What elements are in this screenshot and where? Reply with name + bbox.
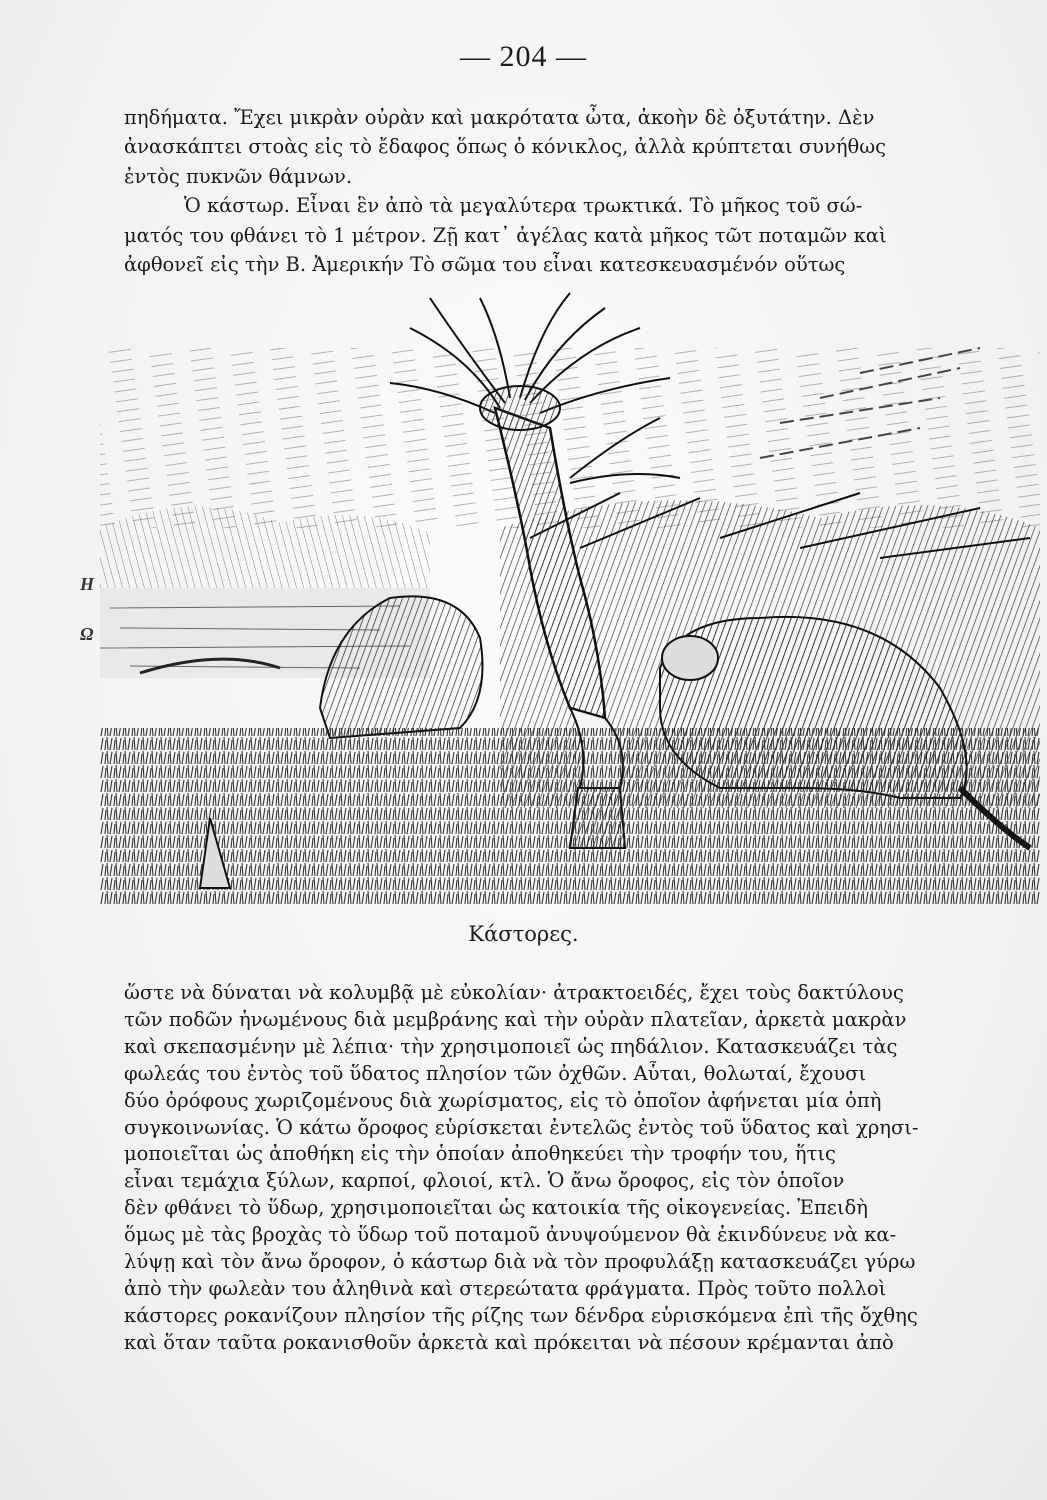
text-line: μοποιεῖται ὡς ἀποθήκη εἰς τὴν ὁποίαν ἀποθηκεύει τὴν τροφήν του, ἥτις <box>124 1142 836 1166</box>
margin-mark-omega: Ω <box>80 624 94 644</box>
top-paragraphs <box>124 103 1036 279</box>
text-line: δὲν φθάνει τὸ ὕδωρ, χρησιμοποιεῖται ὡς κατοικία τῆς οἰκογενείας. Ἐπειδὴ <box>124 1196 868 1220</box>
beavers-illustration <box>100 288 1040 904</box>
text-line: εἶναι τεμάχια ξύλων, καρποί, φλοιοί, κτλ. Ὁ ἄνω ὄροφος, εἰς τὸν ὁποῖον <box>124 1169 845 1193</box>
text-line: κάστορες ροκανίζουν πλησίον τῆς ρίζης των δένδρα εὑρισκόμενα ἐπὶ τῆς ὄχθης <box>124 1303 918 1327</box>
text-line: ἀνασκάπτει στοὰς εἰς τὸ ἔδαφος ὅπως ὁ κόνικλος, ἀλλὰ κρύπτεται συνήθως <box>124 135 887 159</box>
text-line: πηδήματα. Ἔχει μικρὰν οὐρὰν καὶ μακρότατα ὦτα, ἀκοὴν δὲ ὀξυτάτην. Δὲν <box>124 106 875 129</box>
text-line: δύο ὀρόφους χωριζομένους διὰ χωρίσματος, εἰς τὸ ὁποῖον ἀφήνεται μία ὀπὴ <box>124 1088 882 1112</box>
text-line: ἀφθονεῖ εἰς τὴν Β. Ἀμερικήν Τὸ σῶμα του εἶναι κατεσκευασμένόν οὕτως <box>124 253 846 277</box>
page-number: — 204 — <box>460 40 587 73</box>
text-line: λύψῃ καὶ τὸν ἄνω ὄροφον, ὁ κάστωρ διὰ νὰ τὸν προφυλάξῃ κατασκευάζει γύρω <box>124 1250 916 1274</box>
bottom-paragraph <box>124 980 1036 1357</box>
text-line: καὶ σκεπασμένην μὲ λέπια· τὴν χρησιμοποιεῖ ὡς πηδάλιον. Κατασκευάζει τὰς <box>124 1034 898 1058</box>
text-line: ἀπὸ τὴν φωλεὰν του ἀληθινὰ καὶ στερεώτατα φράγματα. Πρὸς τοῦτο πολλοὶ <box>124 1276 887 1300</box>
text-line: Ὁ κάστωρ. Εἶναι ἓν ἀπὸ τὰ μεγαλύτερα τρωκτικά. Τὸ μῆκος τοῦ σώ- <box>184 194 863 218</box>
text-line: ὅμως μὲ τὰς βροχὰς τὸ ὕδωρ τοῦ ποταμοῦ ἀνυψούμενον θὰ ἐκινδύνευε νὰ κα- <box>124 1223 897 1247</box>
text-line: συγκοινωνίας. Ὁ κάτω ὄροφος εὑρίσκεται ἐντελῶς ἐντὸς τοῦ ὕδατος καὶ χρησι- <box>124 1115 919 1139</box>
text-line: φωλεάς του ἐντὸς τοῦ ὕδατος πλησίον τῶν ὀχθῶν. Αὗται, θολωταί, ἔχουσι <box>124 1061 867 1085</box>
text-line: ὥστε νὰ δύναται νὰ κολυμβᾷ μὲ εὐκολίαν· ἀτρακτοειδές, ἔχει τοὺς δακτύλους <box>124 981 904 1004</box>
text-line: ἐντὸς πυκνῶν θάμνων. <box>124 164 353 188</box>
text-line: ματός του φθάνει τὸ 1 μέτρον. Ζῇ κατ᾿ ἀγέλας κατὰ μῆκος τῶτ ποταμῶν καὶ <box>124 223 887 247</box>
text-line: τῶν ποδῶν ἡνωμένους διὰ μεμβράνης καὶ τὴν οὐρὰν πλατεῖαν, ἀρκετὰ μακρὰν <box>124 1007 907 1031</box>
margin-mark-eta: Η <box>80 574 95 594</box>
text-line: καὶ ὅταν ταῦτα ροκανισθοῦν ἀρκετὰ καὶ πρόκειται νὰ πέσουν κρέμανται ἀπὸ <box>124 1330 894 1354</box>
figure-caption: Κάστορες. <box>468 922 579 946</box>
